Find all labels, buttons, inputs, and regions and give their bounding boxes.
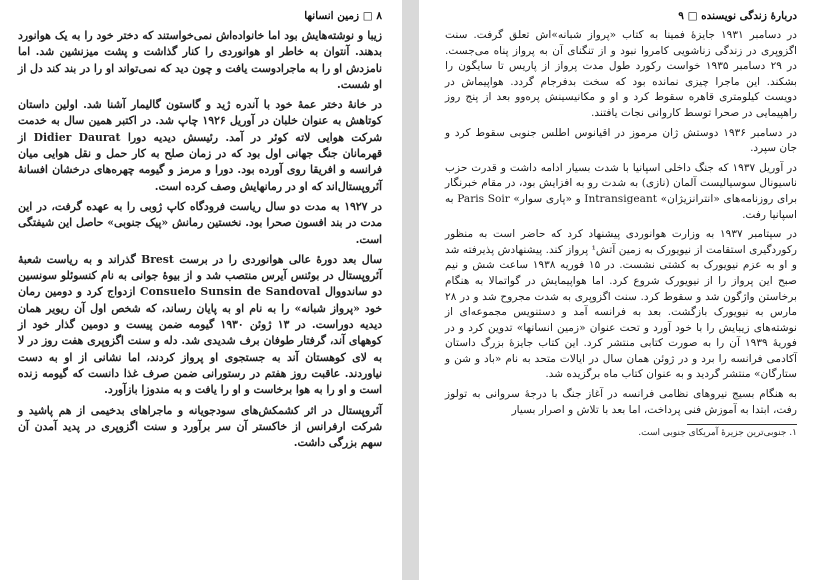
- page-body: [18, 28, 382, 451]
- paragraph: در دسامبر ۱۹۳۱ جایزهٔ فمینا به کتاب «پرواز شبانه»اش تعلق گرفت. سنت اگزوپری در زندگی زناشویی کامروا نبود و از تنگنای آن به پرواز پناه می‌جست. در ۲۹ دسامبر ۱۹۳۵ خواست رکورد طول مدت پرواز از پاریس تا سایگون را بشکند. این ماجرا چیزی نمانده بود که سخت بدفرجام گردد. هواپیماش در دویست کیلومتری قاهره سقوط کرد و او و مکانیسینش پره‌وو بعد از پنج روز راهپیمایی در صحرا توسط کاروانی نجات یافتند.: [445, 29, 798, 119]
- paragraph: در دسامبر ۱۹۳۶ دوستش ژان مرموز در اقیانوس اطلس جنوبی سقوط کرد و جان سپرد.: [445, 126, 797, 155]
- footnote-divider: [687, 424, 797, 425]
- right-page: [419, 0, 821, 580]
- page-header: [18, 10, 382, 22]
- paragraph: سال بعد دورهٔ عالی هوانوردی را در برست Brest گذراند و به ریاست شعبهٔ آئروپستال در بوئنس آیرس منتصب شد و از بیوهٔ جوانی به نام کنسوئلو سونسین دو ساندووال Consuelo Sunsin de Sandoval ازدواج کرد و دومین رمان خود «پرواز شبانه» را به نام او به پایان رساند، که شخص اول آن ریویر همان دیدیه دوراست. در ۱۳ ژوئن ۱۹۳۰ گیومه ضمن پیست و دومین گذار خود از کوههای آند، گرفتار طوفان برف شدیدی شد. دله و سنت اگزوپری هفت روز در لا به لای کوهستان آند به جستجوی او پرواز کردند، اما نشانی از او به دست نیاوردند. عاقبت روز هفتم در رستورانی ضمن صرف غذا دانست که گیومه زنده است و او را به هوا برخاست و او را یافت و به مندوزا بازآورد.: [18, 252, 383, 397]
- paragraph: در آوریل ۱۹۳۷ که جنگ داخلی اسپانیا با شدت بسیار ادامه داشت و قدرت حزب ناسیونال سوسیالیست آلمان (نازی) به شدت رو به افزایش بود، در مقام خبرنگار برای روزنامه‌های «انترانزیژان» Intransigeant و «پاری سوار» Paris Soir به اسپانیا رفت.: [445, 161, 798, 221]
- paragraph: در ۱۹۲۷ به مدت دو سال ریاست فرودگاه کاپ ژوبی را به عهده گرفت، در این مدت در بند افسون صحرا بود. نخستین رمانش «پیک جنوبی» حاصل این شیفتگی است.: [18, 199, 382, 246]
- page-number: ۸ □ زمین انسانها: [304, 10, 382, 22]
- running-title: دربارهٔ زندگی نویسنده □ ۹: [678, 10, 797, 22]
- paragraph: آئروپستال در اثر کشمکش‌های سودجویانه و ماجراهای بدخیمی از هم پاشید و شرکت ارفرانس از خاکستر آن سر برآورد و سنت اگزوپری در پدید آمدن آن سهم بزرگی داشت.: [18, 403, 382, 450]
- left-page: [0, 0, 402, 580]
- paragraph: به هنگام بسیج نیروهای نظامی فرانسه در آغاز جنگ با درجهٔ سروانی به تولوز رفت، ابتدا به آموزش فنی پرداخت، اما بعد با تلاش و اصرار بسیار: [445, 388, 797, 416]
- footnote: ۱. جنوبی‌ترین جزیرهٔ آمریکای جنوبی است.: [638, 428, 797, 439]
- book-gutter: [402, 0, 419, 580]
- paragraph: در خانهٔ دختر عمهٔ خود با آندره ژید و گاستون گالیمار آشنا شد. اولین داستان کوتاهش به عنوان خلبان در آوریل ۱۹۲۶ چاپ شد. در اکتبر همین سال به خدمت شرکت هوایی لاته کوئر در آمد. رئیسش دیدیه دورا Didier Daurat از قهرمانان جنگ جهانی اول بود که در زمان صلح به کار حمل و نقل هوایی میان فرانسه و افریقا روی آورده بود. دورا و مرمز و گیومه چهره‌های درخشان افسانهٔ آئروپستال‌اند که او در رمانهایش وصف کرده است.: [18, 98, 382, 193]
- paragraph: زیبا و نوشته‌هایش بود اما خانواده‌اش نمی‌خواستند که دختر خود را به یک هوانورد بدهند. آنتوان به خاطر او هوانوردی را کنار گذاشت و پشت میزنشین شد. اما نامزدش او را به ماجرادوست یافت و چون دید که نمی‌تواند او را در بند کند دل از او شست.: [18, 29, 382, 91]
- paragraph: در سپتامبر ۱۹۳۷ به وزارت هوانوردی پیشنهاد کرد که حاضر است به منظور رکوردگیری استقامت از نیویورک به زمین آتش¹ پرواز کند. پیشنهادش پذیرفته شد و او به عزم نیویورک به کشتی نشست. در ۱۵ فوریه ۱۹۳۸ ساعت شش و نیم صبح این پرواز را از نیویورک شروع کرد. اما هواپیمایش در گواتمالا به هنگام برخاستن واژگون شد و سقوط کرد. سنت اگزوپری به شدت مجروح شد و در ۲۸ مارس به نیویورک بازگشت. بعد به فرانسه آمد و دستنویس مجموعه‌ای از نوشته‌های زیبایش را با خود آورد و تحت عنوان «زمین انسانها» تدوین کرد و در فوریهٔ ۱۹۳۹ آن را به صورت کتابی منتشر کرد. این کتاب جایزهٔ بزرگ داستان آکادمی فرانسه را برد و در ژوئن همان سال در ایالات متحد به نام «باد و شن و ستارگان» منتشر گردید و به عنوان کتاب ماه برگزیده شد.: [445, 228, 797, 381]
- page-header: [445, 10, 797, 22]
- page-body: [445, 28, 797, 418]
